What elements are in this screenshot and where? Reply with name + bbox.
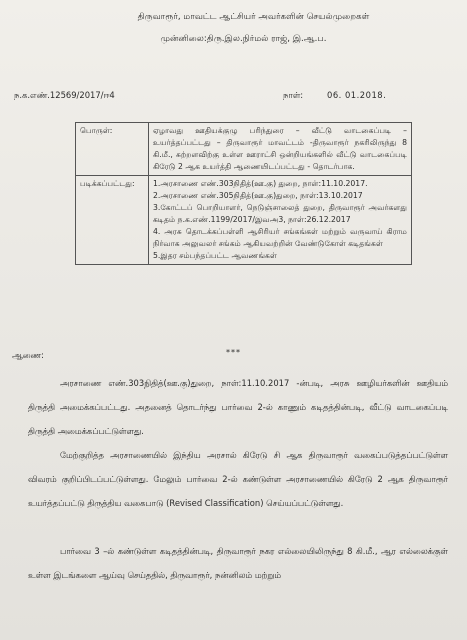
reference-item: 4. அரசு தொடக்கப்பள்ளி ஆசிரியர் சங்கங்கள் மற்றும் வருவாய் கிராம நிர்வாக அலுவலர் சங்கம் ஆகியவற்றின் வேண்டுகோள் கடிதங்கள் — [153, 227, 407, 248]
subject-text: ஏழாவது ஊதியக்குழு பரிந்துரை – வீட்டு வாடகைப்படி – உயர்த்தப்பட்டது – திருவாரூர் மாவட்டம் -திருவாரூர் நகரிலிருந்து 8 கி.மீ., சுற்றளவிற்கு உள்ள ஊராட்சி ஒன்றியங்களில் வீட்டு வாடகைப்படி கிரேடு 2 ஆக உயர்த்தி ஆணையிடப்பட்டது - தொடர்பாக. — [149, 123, 412, 176]
order-paragraph: அரசாணை எண்.303நிதித்(ஊ.கு)துறை, நாள்:11.10.2017 -ன்படி, அரசு ஊழியர்களின் ஊதியம் திருத்தி அமைக்கப்பட்டது. அதனைத் தொடர்ந்து பார்வை 2-ல் காணும் கடிதத்தின்படி, வீட்டு வாடகைப்படி திருத்தி அமைக்கப்பட்டுள்ளது. — [28, 378, 448, 436]
date-value: 06. 01.2018. — [327, 90, 387, 100]
subject-row — [76, 123, 412, 176]
office-title: திருவாரூர், மாவட்ட ஆட்சியர் அவர்களின் செயல்முறைகள் — [137, 12, 370, 22]
subject-label: பொருள்: — [76, 123, 149, 176]
reference-item: 1.அரசாணை எண்.303நிதித்(ஊ.கு) துறை, நாள்:11.10.2017. — [153, 179, 368, 188]
presiding-officer: முன்னிலை:திரு.இல.நிர்மல் ராஜ், இ.ஆ.ப. — [160, 34, 327, 44]
separator: *** — [226, 348, 241, 357]
order-label: ஆணை: — [12, 350, 44, 360]
reference-item: 5.இதர சம்பந்தப்பட்ட ஆவணங்கள் — [153, 251, 277, 260]
order-paragraph: மேற்குறித்த அரசாணையில் இந்திய அரசால் கிரேடு சி ஆக திருவாரூர் வகைப்படுத்தப்பட்டுள்ள விவரம் குறிப்பிடப்பட்டுள்ளது. மேலும் பார்வை 2-ல் கண்டுள்ள அரசாணையில் கிரேடு 2 ஆக திருவாரூர் உயர்த்தப்பட்டு திருத்திய வகைபாடு (Revised Classification) செய்யப்பட்டுள்ளது. — [28, 450, 448, 508]
references-label: படிக்கப்பட்டது: — [76, 176, 149, 265]
references-row — [76, 176, 412, 265]
reference-item: 2.அரசாணை எண்.305நிதித்(ஊ.கு)துறை, நாள்:13.10.2017 — [153, 191, 363, 200]
references-list — [149, 176, 412, 265]
date-label: நாள்: — [283, 90, 304, 100]
reference-item: 3.கோட்டப் பொறியாளர், நெடுஞ்சாலைத் துறை, திருவாரூர் அவர்களது கடிதம் ந.க.எண்.1199/2017/இவஅ3, நாள்:26.12.2017 — [153, 203, 407, 224]
subject-table — [75, 122, 412, 265]
reference-number: ந.க.எண்.12569/2017/ஈ4 — [14, 90, 115, 100]
order-paragraph: பார்வை 3 –ல் கண்டுள்ள கடிதத்தின்படி, திருவாரூர் நகர எல்லையிலிருந்து 8 கி.மீ., ஆர எல்லைக்குள் உள்ள இடங்களை ஆய்வு செய்ததில், திருவாரூர், நன்னிலம் மற்றும் — [28, 546, 448, 580]
